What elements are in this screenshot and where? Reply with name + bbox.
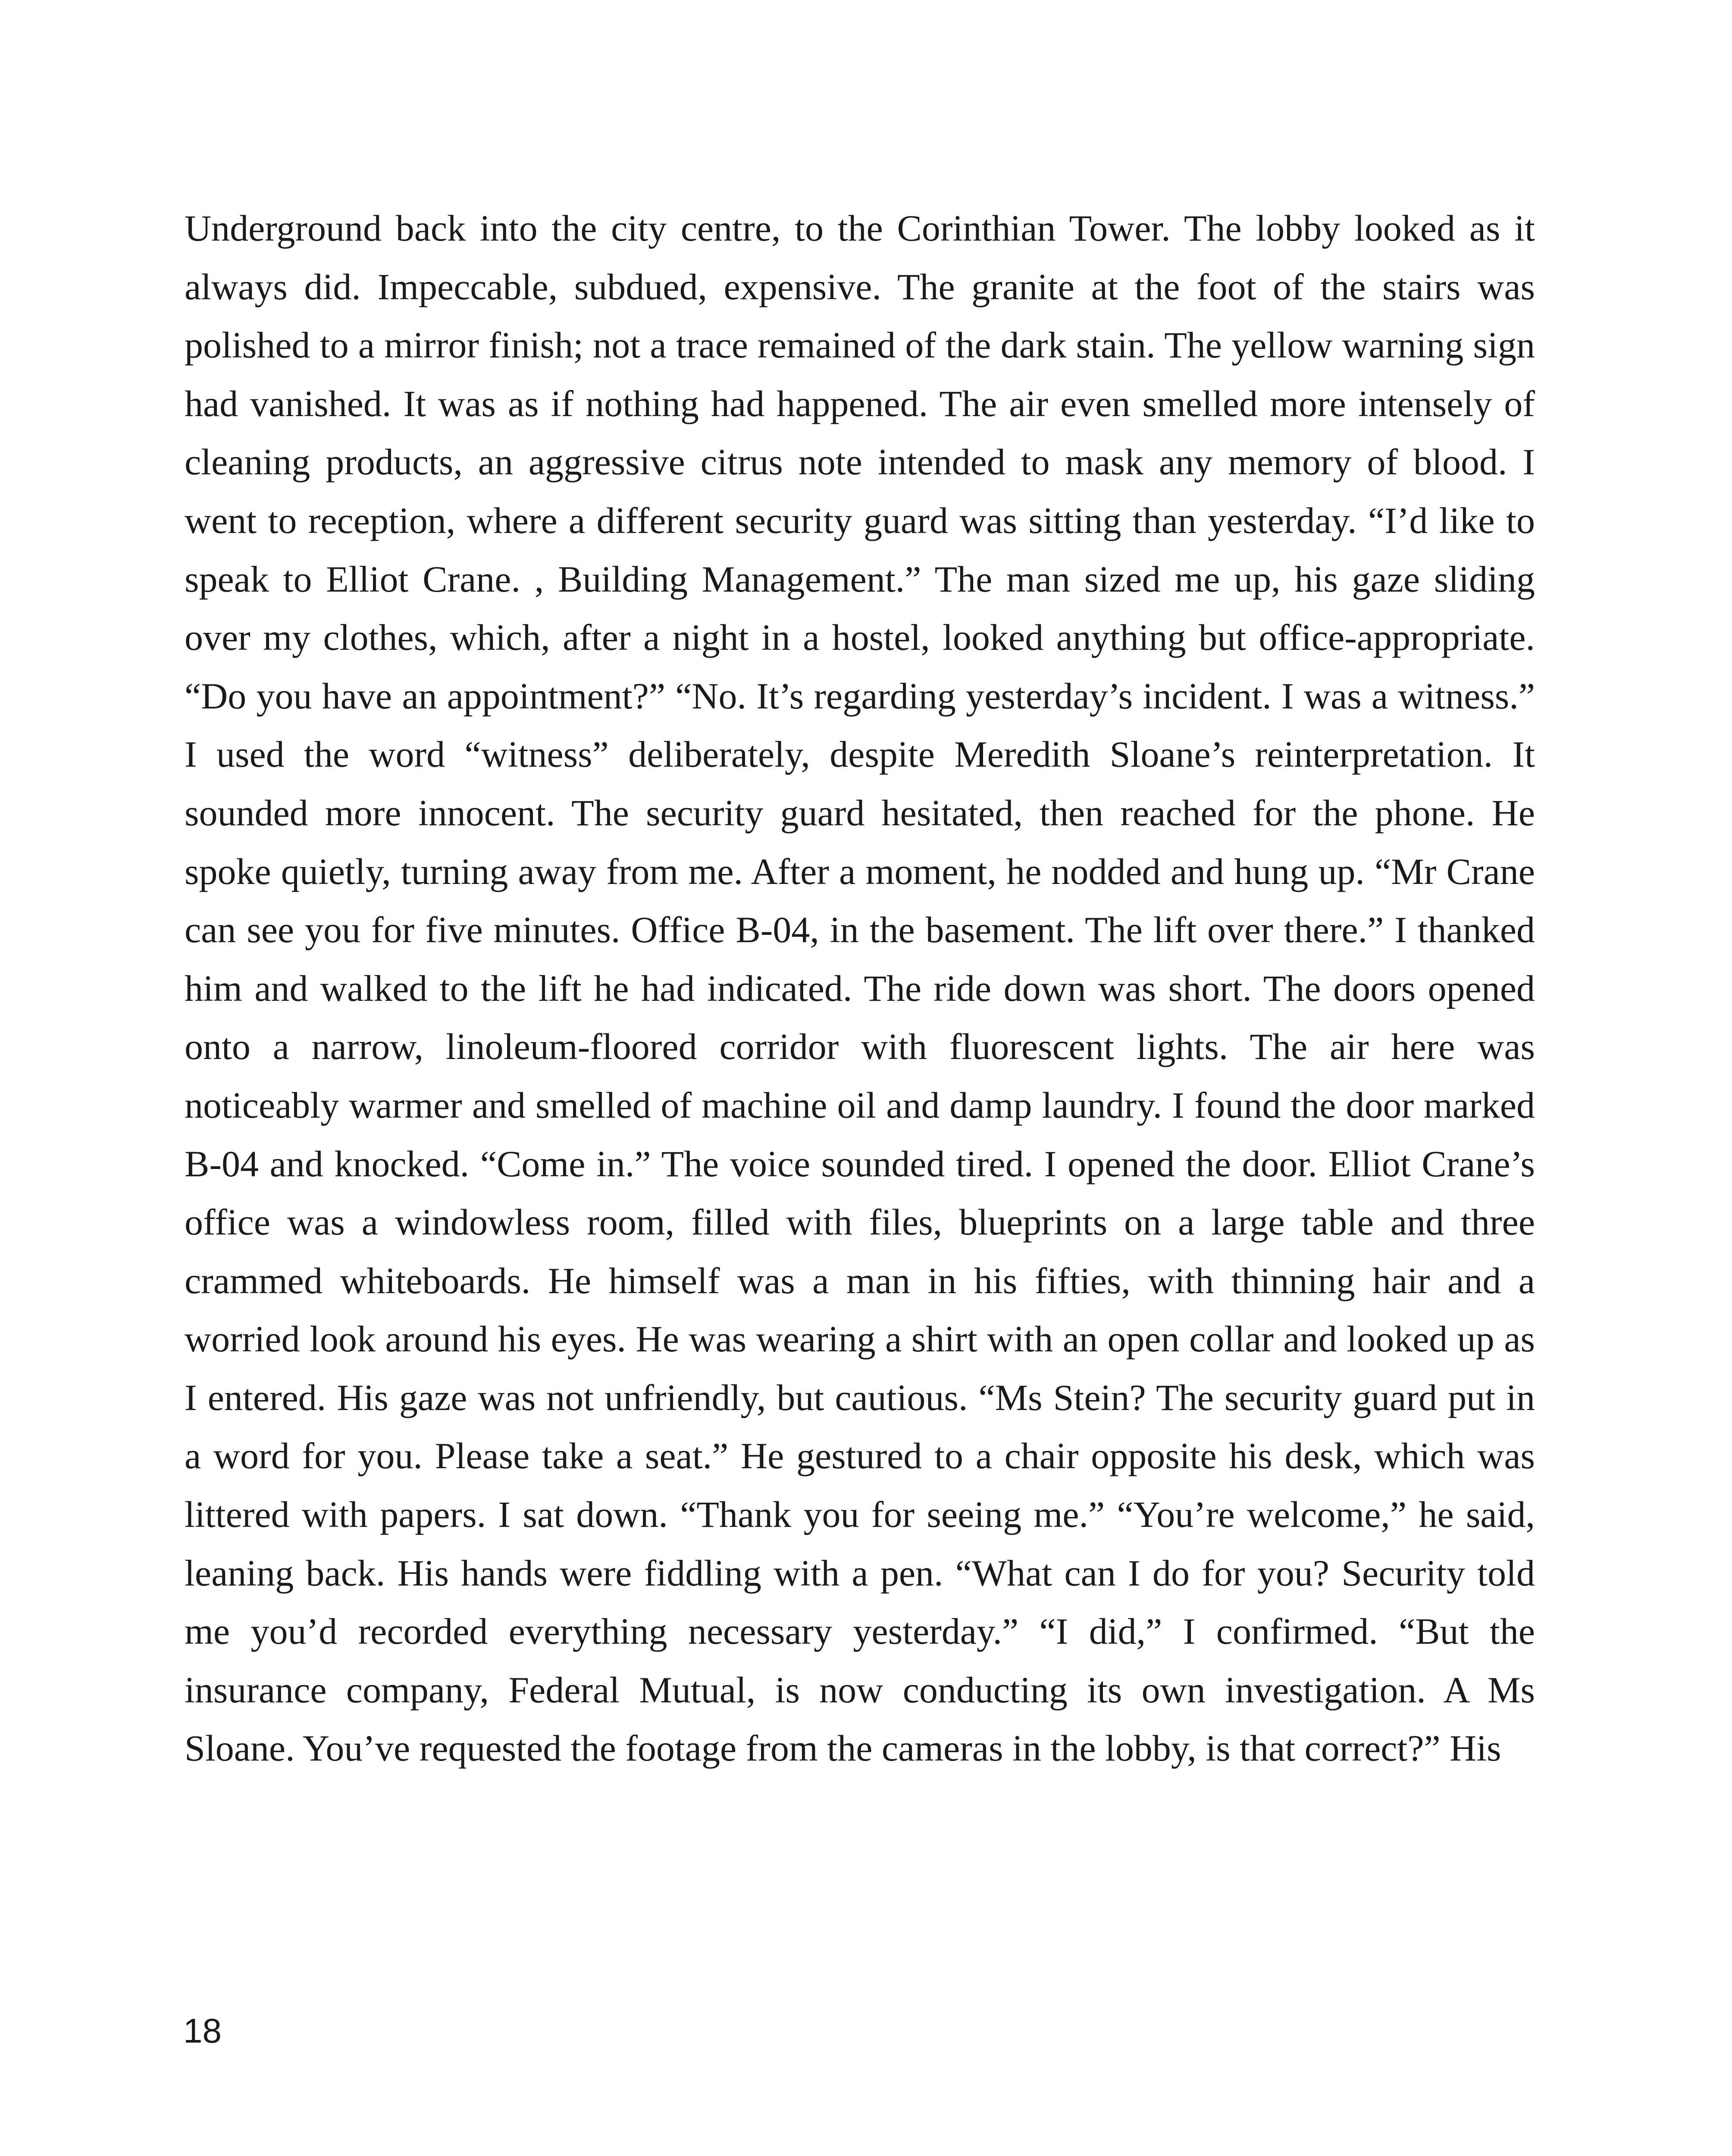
page-number: 18 — [183, 2012, 222, 2050]
body-paragraph: Underground back into the city centre, to the Corinthian Tower. The lobby looked as it always did. Impeccable, subdued, expensive. The granite at the foot of the stairs was polished to a mirror finish; not a trace remained of the dark stain. The yellow warning sign had vanished. It was as if nothing had happened. The air even smelled more intensely of cleaning products, an aggressive citrus note intended to mask any memory of blood. I went to reception, where a different security guard was sitting than yesterday. “I’d like to speak to Elliot Crane. , Building Management.” The man sized me up, his gaze sliding over my clothes, which, after a night in a hostel, looked anything but office-appropriate. “Do you have an appointment?” “No. It’s regarding yesterday’s incident. I was a witness.” I used the word “witness” deliberately, despite Meredith Sloane’s reinterpretation. It sounded more innocent. The security guard hesitated, then reached for the phone. He spoke quietly, turning away from me. After a moment, he nodded and hung up. “Mr Crane can see you for five minutes. Office B-04, in the basement. The lift over there.” I thanked him and walked to the lift he had indicated. The ride down was short. The doors opened onto a narrow, linoleum-floored corridor with fluorescent lights. The air here was noticeably warmer and smelled of machine oil and damp laundry. I found the door marked B-04 and knocked. “Come in.” The voice sounded tired. I opened the door. Elliot Crane’s office was a windowless room, filled with files, blueprints on a large table and three crammed whiteboards. He himself was a man in his fifties, with thinning hair and a worried look around his eyes. He was wearing a shirt with an open collar and looked up as I entered. His gaze was not unfriendly, but cautious. “Ms Stein? The security guard put in a word for you. Please take a seat.” He gestured to a chair opposite his desk, which was littered with papers. I sat down. “Thank you for seeing me.” “You’re welcome,” he said, leaning back. His hands were fiddling with a pen. “What can I do for you? Security told me you’d recorded everything necessary yesterday.” “I did,” I confirmed. “But the insurance company, Federal Mutual, is now conducting its own investigation. A Ms Sloane. You’ve requested the footage from the cameras in the lobby, is that correct?” His — [185, 207, 1535, 1769]
